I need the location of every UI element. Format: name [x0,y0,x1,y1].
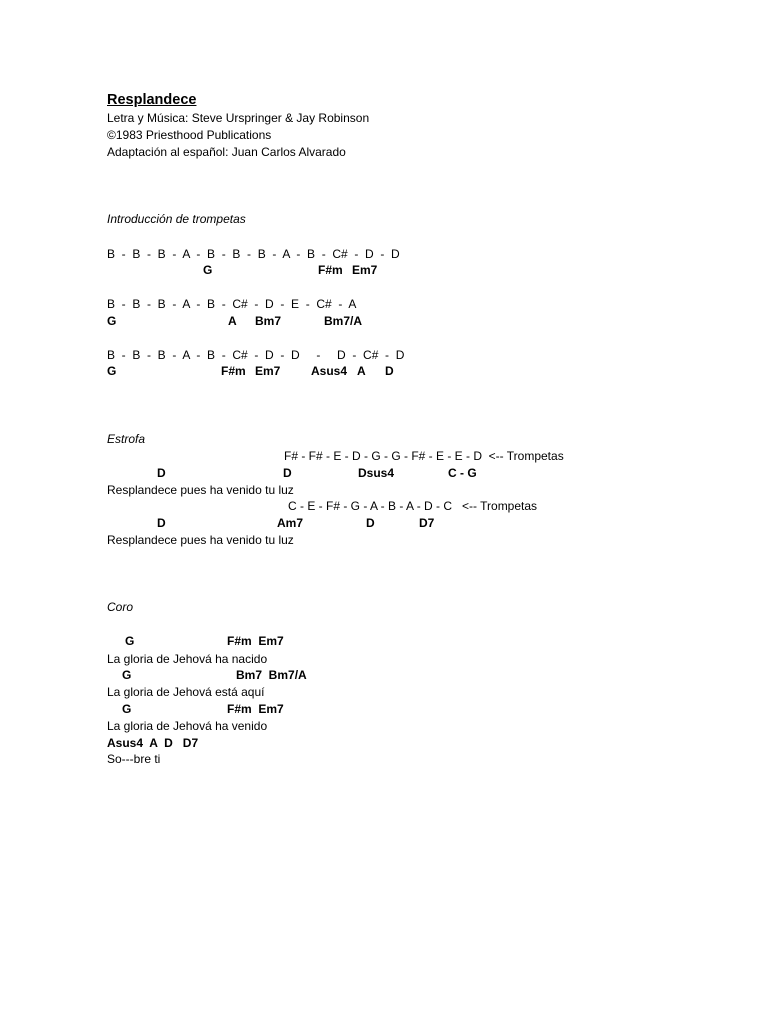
intro-notes-2: B - B - B - A - B - C# - D - E - C# - A [107,297,357,311]
coro-heading: Coro [107,600,134,614]
chord: F#m Em7 [227,634,284,648]
chord: F#m [221,364,246,378]
chord: D [157,466,166,480]
coro-lyric-2: La gloria de Jehová está aquí [107,685,265,699]
intro-heading: Introducción de trompetas [107,212,246,226]
chord: F#m Em7 [227,702,284,716]
chord: D [283,466,292,480]
coro-lyric-3: La gloria de Jehová ha venido [107,719,268,733]
estrofa-trumpet-2: C - E - F# - G - A - B - A - D - C <-- Trompetas [288,499,538,513]
chord: Bm7 Bm7/A [236,668,307,682]
chord: G [203,263,213,277]
chord: Bm7 [255,314,282,328]
chord: D [157,516,166,530]
chord: G [122,668,132,682]
estrofa-lyric-2: Resplandece pues ha venido tu luz [107,533,294,547]
coro-lyric-1: La gloria de Jehová ha nacido [107,652,268,666]
credit-adaptation: Adaptación al español: Juan Carlos Alvarado [107,145,346,159]
chord: C - G [448,466,477,480]
estrofa-heading: Estrofa [107,432,146,446]
chord: A [357,364,366,378]
estrofa-lyric-1: Resplandece pues ha venido tu luz [107,483,294,497]
chord: D [366,516,375,530]
chord: Em7 [255,364,281,378]
chord: A [228,314,237,328]
chord: Dsus4 [358,466,395,480]
chord: G [107,364,117,378]
chord: Bm7/A [324,314,363,328]
chord: Asus4 [311,364,348,378]
intro-notes-1: B - B - B - A - B - B - B - A - B - C# - D - D [107,247,400,261]
chord: F#m [318,263,343,277]
chord: Em7 [352,263,378,277]
intro-notes-3: B - B - B - A - B - C# - D - D - D - C# - D [107,348,405,362]
chord: Am7 [277,516,304,530]
chord: G [125,634,135,648]
estrofa-trumpet-1: F# - F# - E - D - G - G - F# - E - E - D <-- Trompetas [284,449,564,463]
chord: G [122,702,132,716]
chord: G [107,314,117,328]
credit-copyright: ©1983 Priesthood Publications [107,128,272,142]
coro-lyric-4: So---bre ti [107,752,161,766]
chord: D7 [419,516,435,530]
chord-line: Asus4 A D D7 [107,736,199,750]
song-title: Resplandece [107,92,197,108]
credit-authors: Letra y Música: Steve Urspringer & Jay Robinson [107,111,370,125]
chord: D [385,364,394,378]
